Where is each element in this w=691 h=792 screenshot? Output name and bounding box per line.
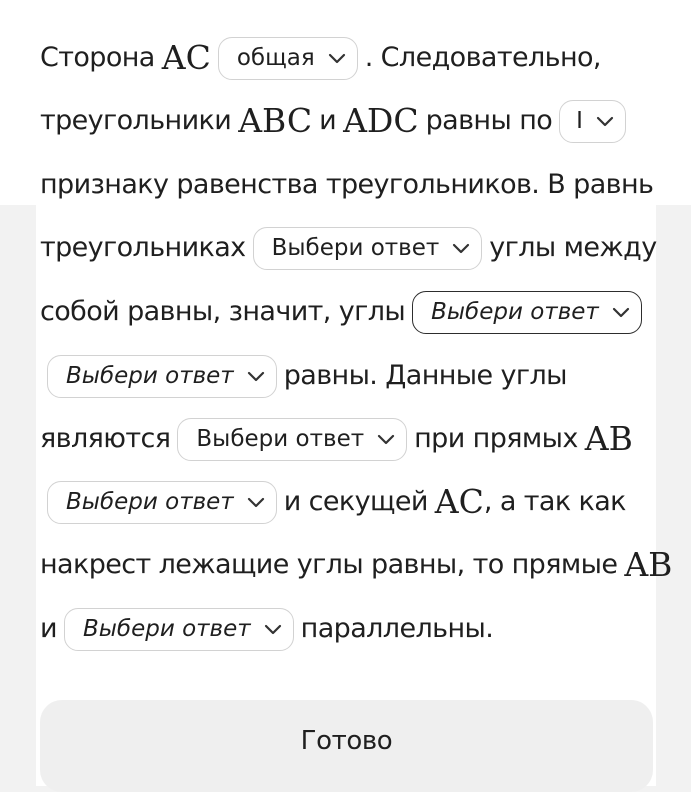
text: . Следовательно,: [364, 42, 601, 73]
select-value: Выбери ответ: [82, 616, 251, 642]
task-line-9: [40, 543, 672, 587]
text: накрест лежащие углы равны, то прямые: [40, 549, 618, 580]
task-line-4: [40, 226, 657, 270]
chevron-down-icon: [451, 241, 471, 255]
select-value: Выбери ответ: [196, 426, 365, 452]
text: Сторона: [40, 42, 155, 73]
select-value: Выбери ответ: [271, 235, 440, 261]
done-button[interactable]: Готово: [40, 700, 653, 792]
text: и: [40, 613, 57, 644]
answer-select-5[interactable]: [47, 355, 277, 398]
task-line-5: [40, 290, 642, 334]
text: и секущей: [283, 486, 428, 517]
text: равны. Данные углы: [283, 360, 567, 391]
task-panel: [36, 0, 673, 786]
select-value: Выбери ответ: [431, 299, 599, 325]
task-line-2: [40, 99, 626, 143]
text: треугольниках: [40, 232, 246, 263]
text: признаку равенства треугольников. В равнь: [40, 169, 654, 200]
math-segment-ac: AC: [161, 38, 211, 77]
answer-select-8[interactable]: [64, 608, 294, 651]
chevron-down-icon: [376, 432, 396, 446]
text: треугольники: [40, 105, 232, 136]
text: , а так как: [483, 486, 626, 517]
task-line-1: [40, 36, 601, 80]
text: и: [319, 105, 337, 136]
text: параллельны.: [300, 613, 494, 644]
task-line-7: [40, 417, 633, 461]
answer-select-3[interactable]: [253, 227, 483, 270]
task-line-10: [40, 607, 493, 651]
math-triangle-adc: ADC: [343, 101, 419, 140]
math-line-ab: AB: [584, 419, 633, 458]
text: при прямых: [414, 423, 578, 454]
select-value: Выбери ответ: [66, 489, 234, 515]
answer-select-2[interactable]: [559, 100, 626, 143]
chevron-down-icon: [595, 114, 615, 128]
text: углы между: [489, 232, 657, 263]
text: собой равны, значит, углы: [40, 296, 406, 327]
chevron-down-icon: [246, 495, 266, 509]
select-value: общая: [236, 45, 315, 71]
text: равны по: [425, 105, 553, 136]
task-line-8: [47, 480, 626, 524]
select-value: Выбери ответ: [66, 363, 234, 389]
answer-select-4[interactable]: [412, 291, 642, 334]
chevron-down-icon: [611, 305, 631, 319]
text: являются: [40, 423, 171, 454]
chevron-down-icon: [246, 369, 266, 383]
chevron-down-icon: [263, 622, 283, 636]
math-line-ac: AC: [434, 482, 484, 521]
answer-select-7[interactable]: [47, 481, 277, 524]
math-triangle-abc: ABC: [238, 101, 313, 140]
math-line-ab: AB: [624, 545, 673, 584]
answer-select-6[interactable]: [177, 418, 407, 461]
select-value: I: [576, 108, 583, 134]
task-line-6: [47, 354, 567, 398]
task-line-3: [40, 163, 653, 207]
answer-select-1[interactable]: [218, 37, 358, 80]
chevron-down-icon: [327, 51, 347, 65]
